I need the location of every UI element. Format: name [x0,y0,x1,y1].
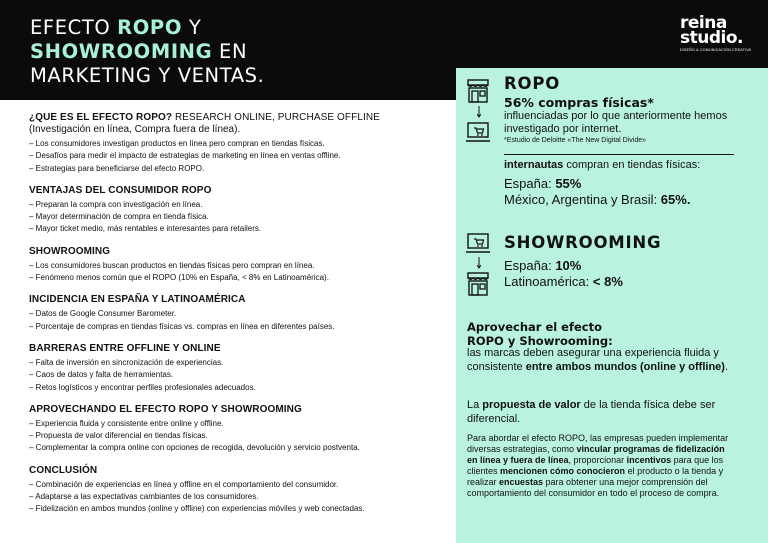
list-item: – Fenómeno menos común que el ROPO (10% en España, < 8% en Latinoamérica). [29,272,449,284]
section-heading: BARRERAS ENTRE OFFLINE Y ONLINE [29,342,221,354]
heading-rest: RESEARCH ONLINE, PURCHASE OFFLINE [172,112,380,123]
propuesta-valor-text [467,399,737,426]
online-shopping-icon [465,231,491,257]
section-que-es-ropo [29,112,449,175]
text-bold: entre ambos mundos (online y offline) [525,360,725,373]
section-heading: INCIDENCIA EN ESPAÑA Y LATINOAMÉRICA [29,294,246,306]
text-part: Para abordar el efecto ROPO, las empresas pueden implementar diversas estrategias, como [467,433,729,454]
ropo-source-note: *Estudio de Deloitte «The New Digital Divide» [504,137,647,144]
list-item: – Caos de datos y falta de herramientas. [29,369,449,381]
list-item: – Adaptarse a las expectativas cambiantes de los consumidores. [29,491,449,503]
section-heading [29,112,449,124]
title-accent-ropo: ROPO [117,16,183,39]
list-item: – Porcentaje de compras en tiendas físicas vs. compras en línea en diferentes países. [29,321,449,333]
list-item: – Fidelización en ambos mundos (online y offline) con experiencias móviles y web conectadas. [29,503,449,515]
aprovechar-heading [467,320,613,348]
list-item: – Preparan la compra con investigación en línea. [29,199,449,211]
list-item: – Desafíos para medir el impacto de estrategias de marketing en línea en ventas offline. [29,150,449,162]
list-item: – Experiencia fluida y consistente entre online y offline. [29,418,449,430]
title-line-3: MARKETING Y VENTAS. [30,64,265,87]
online-shopping-icon [465,120,491,146]
ropo-latam-row [504,192,690,208]
text-part: para obtener una mejor comprensión del comportamiento del consumidor en todo el proceso de compra. [467,477,720,498]
title-accent-showrooming: SHOWROOMING [30,40,213,63]
heading-line: Aprovechar el efecto [467,320,603,334]
section-heading: VENTAJAS DEL CONSUMIDOR ROPO [29,184,212,196]
ropo-stat: 56% compras físicas* [504,95,654,110]
list-item: – Propuesta de valor diferencial en tiendas físicas. [29,430,449,442]
list-item: – Los consumidores investigan productos en línea pero compran en tiendas físicas. [29,138,449,150]
text-bold: vincular programas de fidelización en línea y fuera de línea [467,444,725,465]
ropo-description: influenciadas por lo que anteriormente hemos investigado por internet. [504,110,728,135]
text-part: el producto o la tienda y realizar [467,466,724,487]
aprovechar-text [467,347,737,374]
list-item: – Mayor ticket medio, más rentables e interesantes para retailers. [29,223,449,235]
brand-logo [680,13,752,52]
showrooming-title: SHOWROOMING [504,233,662,252]
section-heading: APROVECHANDO EL EFECTO ROPO Y SHOWROOMING [29,403,302,415]
page-title [30,16,264,88]
section-showrooming [29,246,449,285]
row-label: Latinoamérica: [504,274,593,289]
showrooming-spain-row [504,258,581,274]
logo-name-1: reina [680,13,727,33]
text-part: . [724,360,729,373]
row-value: 10% [555,258,582,273]
row-label: España: [504,176,556,191]
internautas-bold: internautas [504,159,564,171]
text-part: para que los clientes [467,455,724,476]
text-bold: incentivos [626,455,672,465]
estrategias-paragraph [467,433,737,499]
section-barreras [29,343,449,394]
row-label: España: [504,258,556,273]
arrow-down-icon [477,106,481,118]
heading-bold: ¿QUE ES EL EFECTO ROPO? [29,112,173,123]
text-part: las marcas deben asegurar una experiencia fluida y consistente [467,347,719,373]
logo-tagline: DISEÑO & COMUNICACIÓN CREATIVA [680,48,752,52]
title-part: EFECTO [30,16,118,39]
list-item: – Datos de Google Consumer Barometer. [29,308,449,320]
text-bold: encuestas [499,477,544,487]
arrow-down-icon [477,257,481,269]
content-column [29,112,449,526]
section-heading: CONCLUSIÓN [29,464,98,476]
list-item: – Los consumidores buscan productos en tiendas físicas pero compran en línea. [29,260,449,272]
internautas-rest: compran en tiendas físicas: [563,159,701,171]
list-item: – Estrategias para beneficiarse del efecto ROPO. [29,163,449,175]
section-ventajas [29,185,449,236]
list-item: – Mayor determinación de compra en tienda física. [29,211,449,223]
heading-line: ROPO y Showrooming: [467,334,613,348]
row-value: 65%. [660,192,691,207]
list-item: – Retos logísticos y encontrar perfiles profesionales adecuados. [29,382,449,394]
text-bold: mencionen cómo conocieron [500,466,626,476]
text-part: de la tienda física debe ser diferencial. [467,399,716,425]
section-aprovechando [29,404,449,455]
list-item: – Falta de inversión en sincronización de experiencias. [29,357,449,369]
list-item: – Combinación de experiencias en línea y offline en el comportamiento del consumidor. [29,479,449,491]
section-heading: SHOWROOMING [29,245,111,257]
text-part: , proporcionar [568,455,627,465]
row-value: < 8% [592,274,623,289]
list-item: – Complementar la compra online con opciones de recogida, devolución y servicio postventa. [29,442,449,454]
divider [504,154,734,155]
ropo-spain-row [504,176,581,192]
row-value: 55% [555,176,582,191]
text-part: La [467,399,483,411]
section-conclusion [29,465,449,516]
title-part: Y [182,16,202,39]
internautas-line [504,159,700,171]
store-icon [465,78,491,104]
showrooming-latam-row [504,274,623,290]
store-icon [465,271,491,297]
section-subtitle: (Investigación en línea, Compra fuera de línea). [29,124,241,135]
title-part: EN [212,40,248,63]
logo-name-2: studio. [680,28,743,48]
text-bold: propuesta de valor [482,399,581,411]
row-label: México, Argentina y Brasil: [504,192,661,207]
section-incidencia [29,294,449,333]
ropo-title: ROPO [504,74,561,93]
